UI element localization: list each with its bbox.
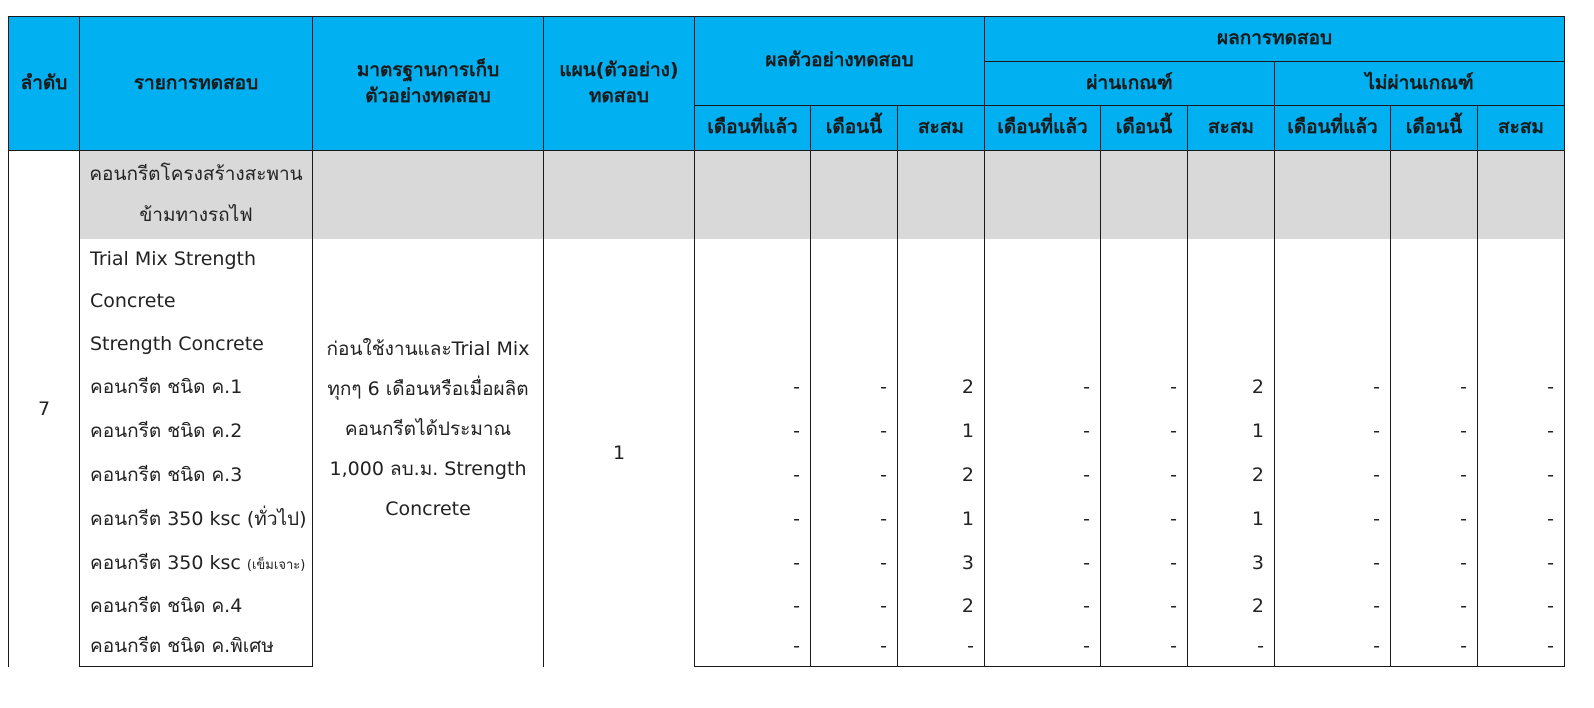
value-cell: 2 [1188, 585, 1275, 627]
value-cell: - [1275, 453, 1391, 497]
empty-cell [1275, 323, 1391, 365]
order-number: 7 [9, 151, 80, 667]
sampling-standard-cell [313, 239, 544, 667]
value-cell: - [695, 453, 811, 497]
value-cell: - [898, 627, 985, 667]
value-cell: - [1101, 497, 1188, 541]
header-fail: ไม่ผ่านเกณฑ์ [1275, 62, 1565, 106]
value-cell: - [1478, 585, 1565, 627]
empty-cell [985, 323, 1101, 365]
section-title [80, 151, 313, 239]
value-cell: 2 [898, 453, 985, 497]
empty-cell [1391, 239, 1478, 280]
value-cell: - [1101, 585, 1188, 627]
value-cell: - [1275, 585, 1391, 627]
value-cell: - [1391, 627, 1478, 667]
value-cell: - [1188, 627, 1275, 667]
section-cell [898, 151, 985, 239]
value-cell: 1 [1188, 409, 1275, 453]
intro-row [9, 239, 1565, 280]
value-cell: - [695, 409, 811, 453]
value-cell: - [1275, 409, 1391, 453]
header-pass-this-month: เดือนนี้ [1101, 106, 1188, 151]
test-item-name [80, 541, 313, 585]
value-cell: - [985, 497, 1101, 541]
header-sample-results: ผลตัวอย่างทดสอบ [695, 17, 985, 106]
value-cell: 1 [898, 409, 985, 453]
value-cell: 1 [1188, 497, 1275, 541]
sampling-standard-line: คอนกรีตได้ประมาณ [344, 417, 512, 440]
value-cell: - [811, 585, 898, 627]
value-cell: - [1478, 365, 1565, 409]
header-plan-line2: ทดสอบ [589, 84, 649, 107]
value-cell: - [811, 453, 898, 497]
header-sample-last-month: เดือนที่แล้ว [695, 106, 811, 151]
value-cell: - [1478, 497, 1565, 541]
value-cell: - [1101, 409, 1188, 453]
value-cell: - [1391, 541, 1478, 585]
value-cell: - [1101, 541, 1188, 585]
table-row [9, 497, 1565, 541]
value-cell: - [1478, 541, 1565, 585]
empty-cell [811, 323, 898, 365]
empty-cell [898, 280, 985, 323]
header-fail-last-month: เดือนที่แล้ว [1275, 106, 1391, 151]
empty-cell [1101, 239, 1188, 280]
test-item-name [80, 627, 313, 667]
empty-cell [1391, 323, 1478, 365]
value-cell: 2 [1188, 365, 1275, 409]
section-cell [1478, 151, 1565, 239]
value-cell: - [1391, 497, 1478, 541]
empty-cell [1101, 280, 1188, 323]
empty-cell [1188, 323, 1275, 365]
sampling-standard-line: Concrete [385, 497, 471, 520]
empty-cell [1275, 280, 1391, 323]
intro-line: Concrete [80, 280, 313, 323]
report-table-body [9, 151, 1565, 667]
value-cell: - [1391, 585, 1478, 627]
value-cell: - [695, 627, 811, 667]
test-item-note: (เข็มเจาะ) [246, 557, 306, 573]
header-pass: ผ่านเกณฑ์ [985, 62, 1275, 106]
section-cell [1101, 151, 1188, 239]
value-cell: - [695, 585, 811, 627]
value-cell: - [1478, 627, 1565, 667]
value-cell: - [1101, 627, 1188, 667]
intro-line: Trial Mix Strength [80, 239, 313, 280]
section-cell [1391, 151, 1478, 239]
empty-cell [1275, 239, 1391, 280]
header-pass-last-month: เดือนที่แล้ว [985, 106, 1101, 151]
empty-cell [695, 323, 811, 365]
test-item-label: คอนกรีต ชนิด ค.2 [90, 419, 243, 442]
value-cell: - [1275, 541, 1391, 585]
header-fail-this-month: เดือนนี้ [1391, 106, 1478, 151]
test-item-label: คอนกรีต ชนิด ค.4 [90, 594, 243, 617]
value-cell: - [811, 497, 898, 541]
empty-cell [1188, 280, 1275, 323]
value-cell: - [985, 409, 1101, 453]
empty-cell [898, 323, 985, 365]
header-sampling-standard-line2: ตัวอย่างทดสอบ [365, 84, 491, 107]
header-sampling-standard-line1: มาตรฐานการเก็บ [356, 58, 500, 81]
value-cell: 2 [1188, 453, 1275, 497]
value-cell: - [985, 541, 1101, 585]
value-cell: - [1101, 453, 1188, 497]
value-cell: - [695, 497, 811, 541]
section-cell [1275, 151, 1391, 239]
section-title-line2: ข้ามทางรถไฟ [139, 203, 253, 226]
header-plan [544, 17, 695, 151]
sampling-standard-line: ทุกๆ 6 เดือนหรือเมื่อผลิต [327, 377, 529, 400]
header-test-item: รายการทดสอบ [80, 17, 313, 151]
test-item-name [80, 497, 313, 541]
value-cell: - [1391, 365, 1478, 409]
header-sample-this-month: เดือนนี้ [811, 106, 898, 151]
test-item-label: คอนกรีต ชนิด ค.3 [90, 463, 243, 486]
table-row [9, 365, 1565, 409]
value-cell: - [811, 365, 898, 409]
section-cell [544, 151, 695, 239]
value-cell: - [1391, 453, 1478, 497]
value-cell: - [1275, 365, 1391, 409]
table-row [9, 409, 1565, 453]
test-item-label: คอนกรีต ชนิด ค.1 [90, 375, 243, 398]
header-fail-cumulative: สะสม [1478, 106, 1565, 151]
empty-cell [1478, 280, 1565, 323]
empty-cell [811, 239, 898, 280]
empty-cell [1478, 323, 1565, 365]
value-cell: - [811, 409, 898, 453]
empty-cell [695, 239, 811, 280]
empty-cell [898, 239, 985, 280]
intro-line: Strength Concrete [80, 323, 313, 365]
section-cell [985, 151, 1101, 239]
table-row [9, 541, 1565, 585]
section-cell [1188, 151, 1275, 239]
value-cell: 3 [1188, 541, 1275, 585]
header-order: ลำดับ [9, 17, 80, 151]
table-row [9, 453, 1565, 497]
value-cell: 2 [898, 585, 985, 627]
table-row [9, 585, 1565, 627]
value-cell: - [1478, 409, 1565, 453]
test-item-label: คอนกรีต 350 ksc (ทั่วไป) [90, 507, 307, 530]
header-plan-line1: แผน(ตัวอย่าง) [559, 58, 679, 81]
empty-cell [1101, 323, 1188, 365]
intro-row [9, 280, 1565, 323]
section-cell [313, 151, 544, 239]
section-cell [695, 151, 811, 239]
intro-row [9, 323, 1565, 365]
value-cell: - [1275, 627, 1391, 667]
table-row [9, 627, 1565, 667]
header-sampling-standard [313, 17, 544, 151]
empty-cell [985, 280, 1101, 323]
test-item-label: คอนกรีต 350 ksc [90, 551, 241, 574]
concrete-test-report-table [8, 16, 1565, 667]
value-cell: - [985, 453, 1101, 497]
empty-cell [1478, 239, 1565, 280]
sampling-standard-line: 1,000 ลบ.ม. Strength [329, 457, 527, 480]
header-test-results: ผลการทดสอบ [985, 17, 1565, 62]
value-cell: - [695, 365, 811, 409]
header-pass-cumulative: สะสม [1188, 106, 1275, 151]
empty-cell [1188, 239, 1275, 280]
sampling-standard-line: ก่อนใช้งานและTrial Mix [326, 337, 530, 360]
value-cell: - [1391, 409, 1478, 453]
plan-count: 1 [544, 239, 695, 667]
test-item-label: คอนกรีต ชนิด ค.พิเศษ [90, 635, 274, 658]
value-cell: 3 [898, 541, 985, 585]
header-sample-cumulative: สะสม [898, 106, 985, 151]
test-item-name [80, 585, 313, 627]
test-item-name [80, 453, 313, 497]
value-cell: - [1478, 453, 1565, 497]
value-cell: - [1275, 497, 1391, 541]
value-cell: 1 [898, 497, 985, 541]
section-title-line1: คอนกรีตโครงสร้างสะพาน [89, 162, 303, 185]
value-cell: - [1101, 365, 1188, 409]
value-cell: - [985, 627, 1101, 667]
section-cell [811, 151, 898, 239]
empty-cell [985, 239, 1101, 280]
value-cell: - [985, 585, 1101, 627]
test-item-name [80, 409, 313, 453]
value-cell: 2 [898, 365, 985, 409]
empty-cell [695, 280, 811, 323]
value-cell: - [695, 541, 811, 585]
report-table-container [8, 16, 1565, 667]
empty-cell [811, 280, 898, 323]
test-item-name [80, 365, 313, 409]
value-cell: - [811, 541, 898, 585]
value-cell: - [985, 365, 1101, 409]
value-cell: - [811, 627, 898, 667]
empty-cell [1391, 280, 1478, 323]
